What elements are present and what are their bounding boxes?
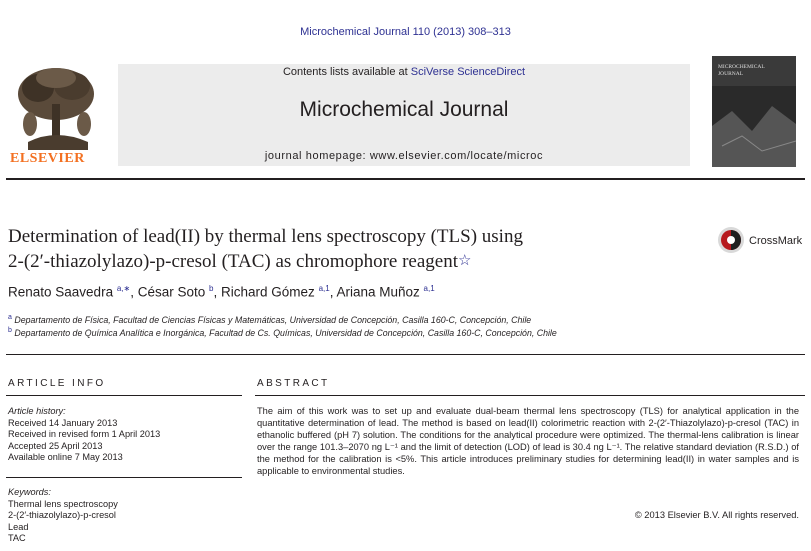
keywords-rule [6,477,242,478]
author-affiliation-marker[interactable]: a,∗ [116,284,131,293]
header-rule [6,178,805,180]
journal-homepage[interactable]: journal homepage: www.elsevier.com/locate/microc [264,150,544,162]
affiliation-b [8,327,557,338]
article-title [8,224,648,274]
author-affiliation-marker[interactable]: a,1 [318,284,330,293]
affiliation-a [8,314,531,325]
history-item: Received in revised form 1 April 2013 [8,429,161,439]
affiliation-marker: a [8,314,12,321]
title-line-2: 2-(2′-thiazolylazo)-p-cresol (TAC) as chromophore reagent [8,251,458,272]
keyword-item[interactable]: TAC [8,533,26,543]
history-item: Received 14 January 2013 [8,417,118,428]
cover-art-icon [712,56,796,167]
author-name[interactable]: Renato Saavedra [8,284,114,300]
crossmark-badge[interactable] [717,232,803,248]
article-info-heading: ARTICLE INFO [8,378,106,389]
affiliation-text: Departamento de Química Analítica e Inorgánica, Facultad de Cs. Químicas, Universidad de Concepción, Casilla 160-C, Concepción, Chile [14,327,557,338]
abstract-text: The aim of this work was to set up and evaluate dual-beam thermal lens spectroscopy (TLS) for analytical application in the quantitative determination of lead. The method is based on lead(II) colorimetric reaction with 2-(2′-Thiazolylazo)-p-cresol (TAC) in ethanolic buffered (pH 7) solution. The conditions for the analytical procedure were optimized. The thermal-lens calibration is linear over the range 101.3–2070 ng L⁻¹ and the limit of detection (LOD) of lead is 30.4 ng L⁻¹. The relative standard deviation (R.S.D.) of the method for the calibration is <5%. This article introduces preliminary studies for determining lead(II) in water samples and is applicable to environmental studies. [257,406,799,476]
author-list: Renato Saavedra $^{a,∗}$, César Soto $^b$, Richard Gómez $^{a,1}$, Ariana Muñoz $^{a,1}$ [8,284,435,300]
keyword-item[interactable]: Lead [8,521,29,532]
publisher-wordmark[interactable]: ELSEVIER [10,151,85,166]
copyright-notice: © 2013 Elsevier B.V. All rights reserved. [634,510,799,520]
elsevier-tree-logo[interactable] [8,64,108,164]
keywords-label: Keywords: [8,487,51,497]
contents-line [118,66,690,78]
article-info-rule [6,395,242,396]
tree-icon [8,64,108,150]
author-name[interactable]: César Soto [137,284,206,300]
crossmark-icon [717,226,745,254]
history-label: Article history: [8,406,66,416]
affiliation-marker: b [8,327,12,334]
affiliation-text: Departamento de Física, Facultad de Ciencias Físicas y Matemáticas, Universidad de Concepción, Casilla 160-C, Concepción, Chile [14,314,532,325]
journal-citation[interactable]: Microchemical Journal 110 (2013) 308–313 [300,26,511,38]
keywords-block [8,487,242,545]
article-history [8,406,242,464]
cover-title: MICROCHEMICAL JOURNAL [718,64,765,77]
journal-title: Microchemical Journal [299,98,509,121]
keyword-item[interactable]: 2-(2′-thiazolylazo)-p-cresol [8,510,116,520]
abstract-heading: ABSTRACT [257,378,330,389]
author-affiliation-marker[interactable]: b [209,284,214,293]
author-affiliation-marker[interactable]: a,1 [423,284,435,293]
title-footnote-star[interactable]: ☆ [458,253,472,269]
section-rule [6,354,805,355]
sciencedirect-link[interactable]: SciVerse ScienceDirect [410,66,526,78]
contents-prefix: Contents lists available at [282,66,411,78]
author-name[interactable]: Richard Gómez [221,284,315,300]
history-item: Available online 7 May 2013 [8,452,123,462]
history-item: Accepted 25 April 2013 [8,440,103,451]
keyword-item[interactable]: Thermal lens spectroscopy [8,498,118,509]
crossmark-label: CrossMark [749,235,803,247]
title-line-1: Determination of lead(II) by thermal lens spectroscopy (TLS) using [8,226,523,247]
author-name[interactable]: Ariana Muñoz [336,284,420,300]
abstract-rule [255,395,805,396]
journal-cover-image[interactable] [712,56,796,167]
